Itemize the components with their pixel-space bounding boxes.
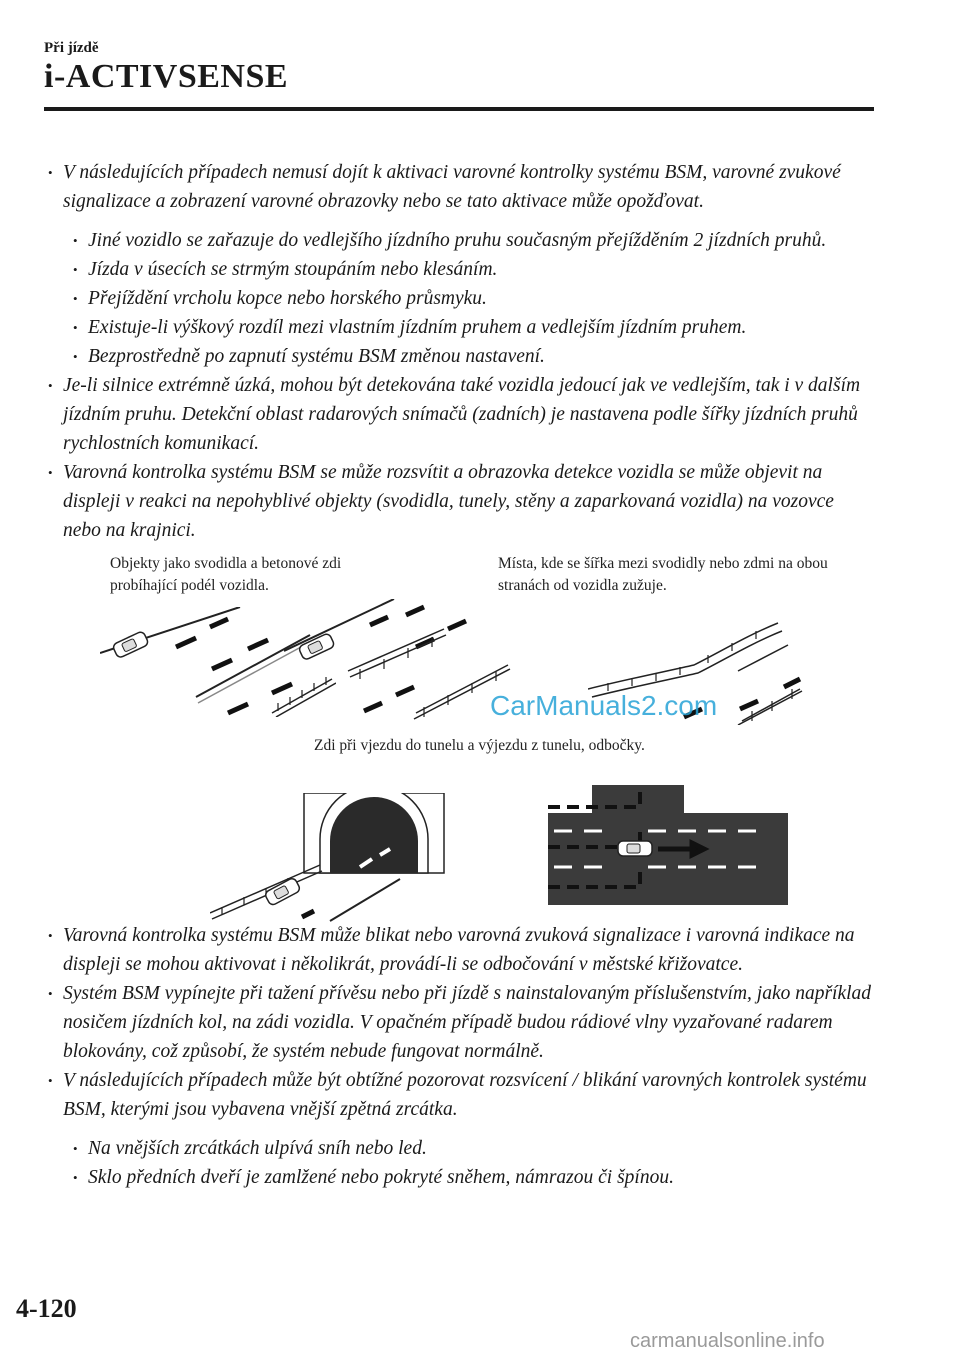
watermark-bottom: carmanualsonline.info	[630, 1330, 825, 1352]
sub-bullet-item: • Jiné vozidlo se zařazuje do vedlejšího jízdního pruhu současným přejížděním 2 jízdních pruhů.	[73, 226, 876, 255]
bullet-item: • V následujících případech může být obtížné pozorovat rozsvícení / blikání varovných kontrolek systému BSM, kterými jsou vybavena vnější zpětná zrcátka.	[48, 1066, 876, 1124]
header-rule	[44, 107, 874, 111]
bullet-item: • Varovná kontrolka systému BSM se může rozsvítit a obrazovka detekce vozidla se může objevit na displeji v reakci na nepohyblivé objekty (svodidla, tunely, stěny a zaparkovaná vozidla) na vozovce nebo na krajnici.	[48, 458, 876, 545]
section-label: Při jízdě	[44, 40, 99, 56]
double-guardrail-illustration	[284, 599, 514, 721]
sub-bullet-item: • Na vnějších zrcátkách ulpívá sníh nebo led.	[73, 1134, 876, 1163]
junction-illustration	[544, 785, 788, 905]
car-icon	[618, 841, 652, 856]
watermark-center: CarManuals2.com	[490, 690, 718, 721]
sub-bullet-item: • Sklo předních dveří je zamlžené nebo pokryté sněhem, námrazou či špínou.	[73, 1163, 876, 1192]
bullet-item: • Varovná kontrolka systému BSM může blikat nebo varovná zvuková signalizace i varovná indikace na displeji se mohou aktivovat i několikrát, provádí-li se odbočování v městské křižovatce.	[48, 921, 876, 979]
bullet-item: • Systém BSM vypínejte při tažení přívěsu nebo při jízdě s nainstalovaným příslušenstvím, jako například nosičem jízdních kol, na zádi vozidla. V opačném případě budou rádiové vlny vyzařované radarem blokovány, což způsobí, že systém nebude fungovat normálně.	[48, 979, 876, 1066]
caption-guardrails: Objekty jako svodidla a betonové zdi probíhající podél vozidla.	[110, 555, 342, 594]
tunnel-illustration	[210, 793, 464, 923]
sub-bullet-item: • Jízda v úsecích se strmým stoupáním nebo klesáním.	[73, 255, 876, 284]
bullet-item: • Je-li silnice extrémně úzká, mohou být detekována také vozidla jedoucí jak ve vedlejším, tak i v dalším jízdním pruhu. Detekční oblast radarových snímačů (zadních) je nastavena podle šířky jízdních pruhů rychlostních komunikací.	[48, 371, 876, 458]
bullet-item: • V následujících případech nemusí dojít k aktivaci varovné kontrolky systému BSM, varovné zvukové signalizace a zobrazení varovné obrazovky nebo se tato aktivace může opožďovat.	[48, 158, 876, 216]
caption-tunnel: Zdi při vjezdu do tunelu a výjezdu z tunelu, odbočky.	[314, 737, 645, 754]
car-icon	[298, 633, 335, 661]
sub-bullet-item: • Bezprostředně po zapnutí systému BSM změnou nastavení.	[73, 342, 876, 371]
page-number: 4-120	[16, 1294, 77, 1323]
sub-bullet-item: • Přejíždění vrcholu kopce nebo horského průsmyku.	[73, 284, 876, 313]
sub-bullet-item: • Existuje-li výškový rozdíl mezi vlastním jízdním pruhem a vedlejším jízdním pruhem.	[73, 313, 876, 342]
illustration-figure	[48, 545, 876, 921]
caption-narrowing: Místa, kde se šířka mezi svodidly nebo zdmi na obou stranách od vozidla zužuje.	[498, 555, 828, 594]
page-content	[48, 158, 876, 1192]
chapter-title: i-ACTIVSENSE	[44, 58, 289, 95]
car-icon	[112, 631, 149, 659]
